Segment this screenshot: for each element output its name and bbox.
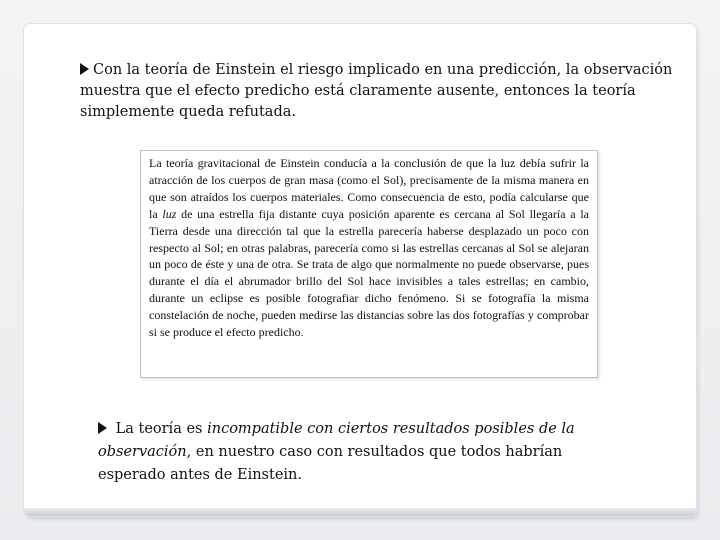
slide-footer-bar [24, 508, 696, 516]
bullet-point-2-lead: La teoría es [115, 421, 208, 437]
arrow-bullet-icon [98, 422, 107, 434]
bullet-point-2 [98, 418, 618, 487]
bullet-point-1-text: Con la teoría de Einstein el riesgo implicado en una predicción, la observación muestra que el efecto predicho está claramente ausente, entonces la teoría simplemente queda refutada. [80, 62, 673, 120]
quote-text-part2: de una estrella fija distante cuya posición aparente es cercana al Sol llegaría a la Tierra desde una dirección tal que la estrella parecería haberse desplazado un poco con respecto al Sol; en otras palabras, parecería como si las estrellas cercanas al Sol se alejaran un poco de éste y una de otra. Se trata de algo que normalmente no puede observarse, pues durante el día el abrumador brillo del Sol hace invisibles a tales estrellas; en cambio, durante un eclipse es posible fotografiar dicho fenómeno. Si se fotografía la misma constelación de noche, pueden medirse las distancias sobre las dos fotografías y comprobar si se produce el efecto predicho. [149, 206, 589, 340]
quote-text-italic: luz [162, 206, 177, 221]
quote-text [149, 155, 589, 341]
quote-text-part1: La teoría gravitacional de Einstein conducía a la conclusión de que la luz debía sufrir la atracción de los cuerpos de gran masa (como el Sol), precisamente de la misma manera en que son atraídos los cuerpos materiales. Como consecuencia de esto, podía calcularse que la [149, 156, 589, 221]
bullet-point-2-italic: incompatible con ciertos resultados posibles de la observación [98, 421, 575, 460]
quote-box [140, 150, 598, 378]
arrow-bullet-icon [80, 63, 89, 75]
bullet-point-2-tail: , en nuestro caso con resultados que todos habrían esperado antes de Einstein. [98, 444, 563, 483]
bullet-point-1 [80, 60, 680, 123]
